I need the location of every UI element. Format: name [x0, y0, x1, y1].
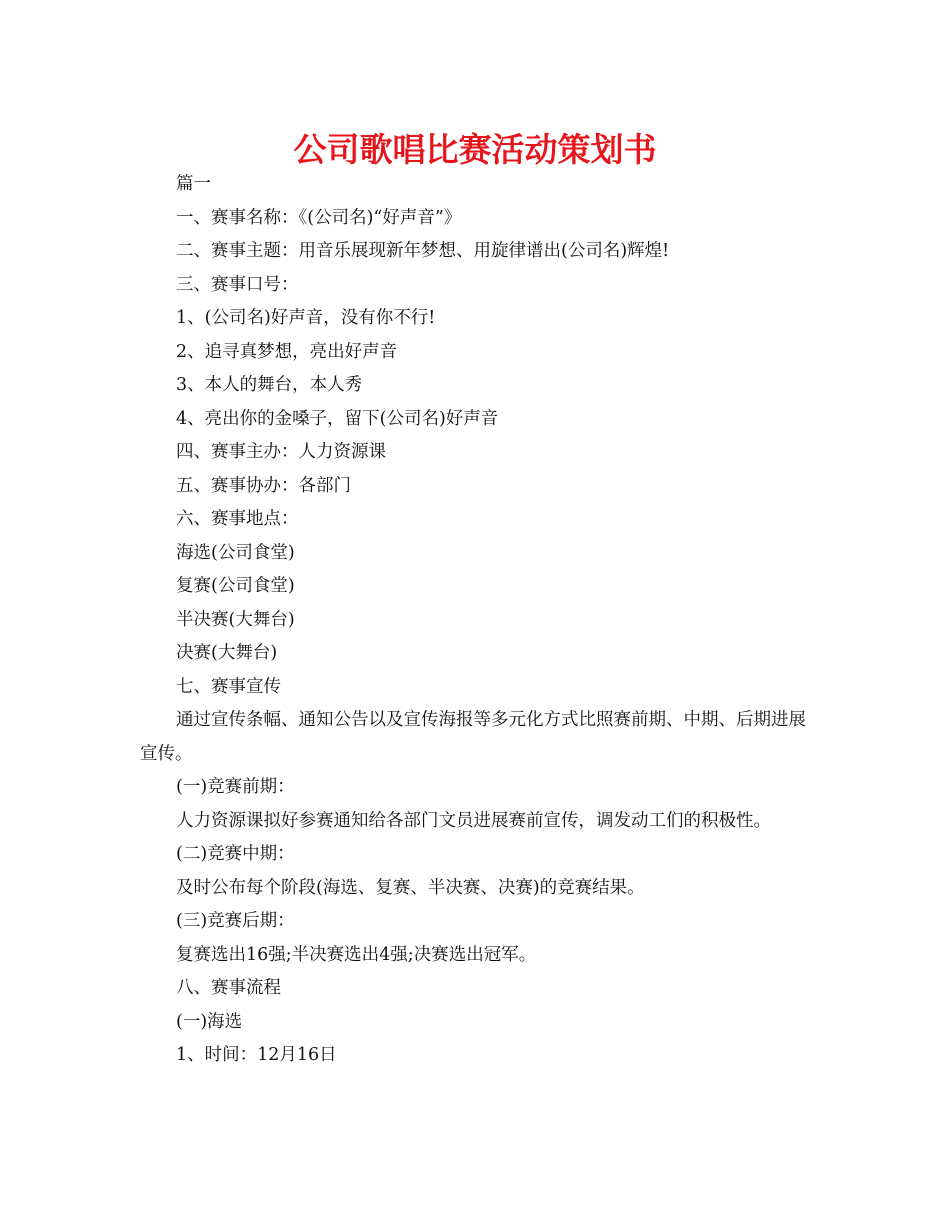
publicity-heading: 七、赛事宣传: [176, 676, 281, 697]
mid-competition-heading: (二)竞赛中期：: [176, 844, 295, 864]
document-title: 公司歌唱比赛活动策划书: [293, 130, 657, 169]
venue-item: 半决赛(大舞台): [176, 609, 295, 630]
slogan-item: 2、追寻真梦想，亮出好声音: [176, 341, 398, 362]
process-heading: 八、赛事流程: [176, 978, 281, 998]
organizer-line: 四、赛事主办：人力资源课: [176, 442, 386, 462]
slogan-heading: 三、赛事口号：: [176, 274, 299, 295]
mid-competition-text: 及时公布每个阶段(海选、复赛、半决赛、决赛)的竞赛结果。: [176, 877, 645, 898]
event-theme-line: 二、赛事主题：用音乐展现新年梦想、用旋律谱出(公司名)辉煌!: [176, 241, 670, 261]
audition-time-line: 1、时间：12月16日: [176, 1045, 337, 1065]
venue-heading: 六、赛事地点：: [176, 509, 299, 529]
slogan-item: 4、亮出你的金嗓子，留下(公司名)好声音: [176, 408, 499, 429]
pre-competition-text: 人力资源课拟好参赛通知给各部门文员进展赛前宣传，调发动工们的积极性。: [176, 810, 771, 831]
event-name-line: 一、赛事名称：《(公司名)“好声音”》: [176, 207, 462, 228]
pre-competition-heading: (一)竞赛前期：: [176, 777, 295, 797]
publicity-paragraph: 通过宣传条幅、通知公告以及宣传海报等多元化方式比照赛前期、中期、后期进展宣传。: [140, 710, 806, 764]
post-competition-heading: (三)竞赛后期：: [176, 911, 295, 931]
co-organizer-line: 五、赛事协办：各部门: [176, 475, 351, 496]
venue-item: 决赛(大舞台): [176, 643, 278, 663]
venue-item: 复赛(公司食堂): [176, 576, 295, 596]
document-body: [140, 168, 820, 1073]
section-label-pian-yi: 篇一: [176, 174, 211, 194]
venue-item: 海选(公司食堂): [176, 542, 295, 563]
post-competition-text: 复赛选出16强;半决赛选出4强;决赛选出冠军。: [176, 944, 537, 965]
slogan-item: 3、本人的舞台，本人秀: [176, 375, 363, 395]
audition-heading: (一)海选: [176, 1011, 243, 1032]
slogan-item: 1、(公司名)好声音，没有你不行!: [176, 308, 436, 328]
